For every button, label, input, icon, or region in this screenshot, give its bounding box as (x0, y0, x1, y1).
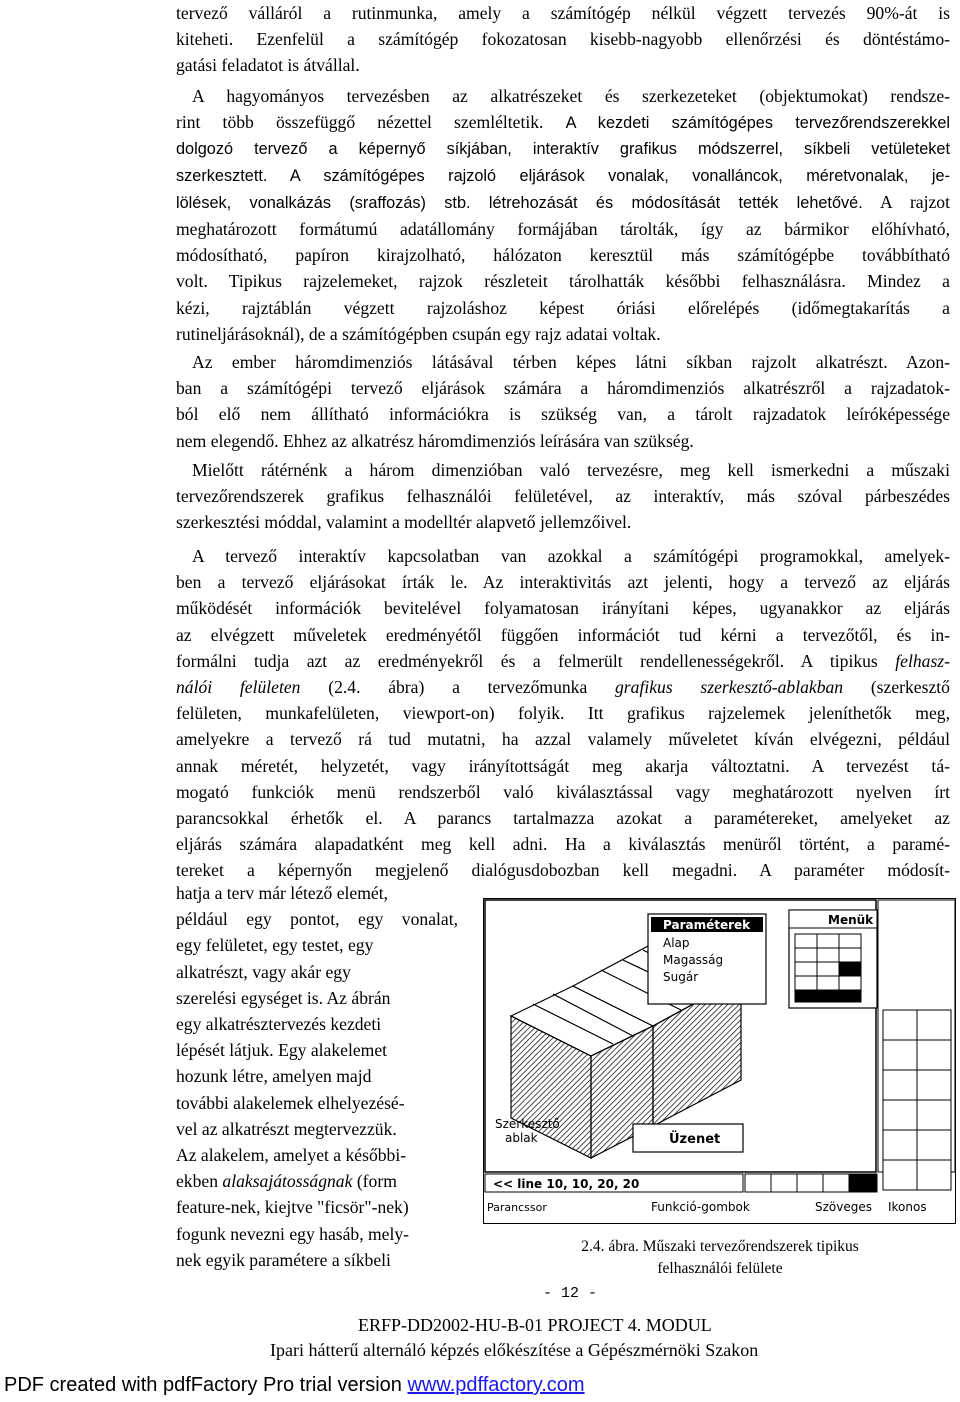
text-line (176, 648, 950, 674)
text-line: annak méretét, helyzetét, vagy irányítottságát meg akarja változtatni. A tervezést tá- (176, 755, 950, 776)
text-line: ban a számítógépi tervező eljárások számára a háromdimenziós alkatrészről a rajzadatok- (176, 378, 950, 399)
text-line: szerkesztett. A számítógépes rajzoló eljárások vonalak, vonalláncok, méretvonalak, je- (176, 166, 950, 185)
text-line: Az ember háromdimenziós látásával térben képes látni síkban rajzolt alkatrészt. Azon- (192, 352, 950, 372)
text-span: (2.4. ábra) a tervezőmunka (328, 677, 588, 698)
text-line: az elvégzett műveletek eredményétől függően információt tud kérni a tervezőtől, és in- (176, 624, 950, 645)
text-line: Mielőtt rátérnénk a három dimenzióban való tervezésre, meg kell ismerkedni a műszaki (192, 460, 950, 480)
text-line: mogató funkciók menü rendszerből való kiválasztással vagy meghatározott nyelven írt (176, 781, 950, 802)
text-line: ból elő nem állítható információkra is szükség van, a tárolt rajzadatok leíróképessége (176, 404, 950, 425)
text-line: tervezőrendszerek grafikus felhasználói felületével, az interaktív, más szóval párbeszédes (176, 486, 950, 507)
function-keys (745, 1174, 877, 1192)
text-span-italic: nálói felületen (176, 677, 301, 698)
text-line: például egy pontot, egy vonalat, (176, 909, 458, 930)
param-sugar[interactable]: Sugár (663, 970, 699, 984)
text-span: rint több összefüggő nézettel szemléltetik. (176, 112, 544, 133)
text-line: eljárás számára alapadatként meg kell adni. Ha a kiválasztás menüről történt, a paramé- (176, 834, 950, 855)
text-line: ben a tervező eljárásokat írták le. Az interaktivitás azt jelenti, hogy a tervező az eljárás (176, 572, 950, 593)
text-span: formálni tudja azt az eredményekről és a felmerült rendellenességekről. A tipikus (176, 650, 878, 671)
text-line: szerkesztési móddal, valamint a modelltér alapvető jellemzőivel. (176, 512, 632, 533)
text-line: rutineljárásoknál), de a számítógépben csupán egy rajz adatai voltak. (176, 323, 661, 344)
pdf-created-text: PDF created with pdfFactory Pro trial version (4, 1374, 408, 1396)
text-line: A tervező interaktív kapcsolatban van azokkal a számítógépi programokkal, amelyek- (192, 546, 950, 566)
page-number: - 12 - (542, 1285, 597, 1302)
ui-figure (483, 898, 957, 1224)
text-span-italic: grafikus szerkesztő-ablakban (615, 677, 844, 698)
text-line: nem elegendő. Ehhez az alkatrész háromdimenziós leírására van szükség. (176, 430, 694, 451)
figure-caption (520, 1236, 920, 1280)
menu-window (789, 910, 877, 1008)
paragraph-2 (176, 83, 950, 347)
command-line-text[interactable]: << line 10, 10, 20, 20 (493, 1177, 640, 1191)
param-magassag[interactable]: Magasság (663, 953, 724, 967)
text-line: dolgozó tervező a képernyő síkjában, interaktív grafikus módszerrel, síkbeli vetületeket (176, 140, 950, 159)
text-span-italic: alaksajátosságnak (222, 1171, 353, 1192)
text-span: (szerkesztő (870, 677, 950, 698)
text-line: parancsokkal érhetők el. A parancs tartalmazza azokat a paramétereket, amelyeket az (176, 808, 950, 829)
text-span-sans: A kezdeti számítógépes tervezőrendszerekkel (565, 114, 950, 133)
text-line: nek egyik paramétere a síkbeli (176, 1249, 391, 1270)
text-span-italic: felhasz- (895, 650, 950, 671)
menu-title: Menük (828, 913, 874, 927)
text-line (176, 1168, 472, 1194)
text-line: Az alakelem, amelyet a későbbi- (176, 1145, 407, 1166)
param-alap[interactable]: Alap (663, 936, 690, 950)
paragraph-3 (176, 349, 950, 454)
text-span: (form (356, 1171, 397, 1192)
text-line: feature-nek, kiejtve "ficsör"-nek) (176, 1197, 409, 1218)
text-line (176, 189, 950, 216)
text-line: tervező válláról a rutinmunka, amely a számítógép nélkül végzett tervezés 90%-át is (176, 3, 950, 23)
text-line: fogunk nevezni egy hasáb, mely- (176, 1223, 410, 1244)
text-line: A hagyományos tervezésben az alkatrészeket és szerkezeteket (objektumokat) rendsze- (192, 86, 950, 106)
pdffactory-link[interactable]: www.pdffactory.com (407, 1374, 585, 1396)
text-line: további alakelemek elhelyezésé- (176, 1092, 405, 1113)
message-label: Üzenet (669, 1132, 721, 1147)
viewport-label-2: ablak (505, 1131, 538, 1145)
footer-project-line: ERFP-DD2002-HU-B-01 PROJECT 4. MODUL (358, 1315, 712, 1335)
caption-line-2: felhasználói felülete (657, 1260, 783, 1277)
menu-grid (795, 934, 861, 1002)
viewport-label-1: Szerkesztő (495, 1117, 560, 1131)
footer-course-line: Ipari hátterű alternáló képzés előkészítése a Gépészmérnöki Szakon (270, 1340, 759, 1360)
text-line: kézi, rajztáblán végzett rajzoláshoz képest óriási előrelépés (időmegtakarítás a (176, 297, 950, 318)
text-line: tereket a képernyőn megjelenő dialógusdobozban kell megadni. A paraméter módosít- (176, 860, 950, 881)
text-line: működését információk bevitelével folyamatosan irányítani képes, ugyanakkor az eljárás (176, 598, 950, 619)
icon-column (883, 1010, 951, 1190)
parameters-dialog (648, 914, 766, 1004)
paragraph-1 (176, 0, 950, 79)
text-line: hatja a terv már létező elemét, (176, 883, 388, 903)
text-line: meghatározott formátumú adatállomány formájában tárolták, így az bármikor előhívható, (176, 219, 950, 240)
label-szoveges: Szöveges (815, 1200, 872, 1214)
text-line: felületen, munkafelületen, viewport-on) folyik. Itt grafikus rajzelemek jeleníthetők meg, (176, 703, 950, 724)
pdf-watermark-line (4, 1374, 585, 1397)
text-line: kiteheti. Ezenfelül a számítógép fokozatosan kisebb-nagyobb ellenőrzési és döntéstámo- (176, 29, 950, 50)
caption-line-1: 2.4. ábra. Műszaki tervezőrendszerek tipikus (581, 1238, 859, 1255)
text-line (176, 109, 950, 136)
label-ikonos: Ikonos (888, 1200, 927, 1214)
text-line (176, 674, 950, 700)
text-line: vel az alkatrészt megtervezzük. (176, 1118, 397, 1139)
text-line: amelyekre a tervező rá tud mutatni, ha azzal valamely műveletet kíván elvégezni, például (176, 729, 950, 750)
text-line: alkatrészt, vagy akár egy (176, 961, 351, 982)
text-span: ekben (176, 1171, 219, 1192)
paragraph-4 (176, 457, 950, 536)
parameters-title: Paraméterek (663, 918, 751, 932)
text-line: gatási feladatot is átvállal. (176, 55, 360, 76)
text-line: szerelési egységet is. Az ábrán (176, 987, 391, 1008)
text-line: hozunk létre, amelyen majd (176, 1066, 372, 1087)
text-line: egy alkatrésztervezés kezdeti (176, 1014, 382, 1035)
label-parancssor: Parancssor (487, 1201, 547, 1214)
text-span: A rajzot (879, 191, 950, 212)
text-line: volt. Tipikus rajzelemeket, rajzok részleteit tárolhatták későbbi felhasználásra. Mindez a (176, 271, 950, 292)
paragraph-5 (176, 543, 950, 884)
text-line: módosítható, papíron kirajzolható, hálózaton keresztül más számítógépbe továbbítható (176, 245, 950, 266)
text-line: egy felületet, egy testet, egy (176, 935, 374, 956)
text-span-sans: lölések, vonalkázás (sraffozás) stb. létrehozását és módosítását tették lehetővé. (176, 193, 863, 212)
label-funkcio: Funkció-gombok (651, 1200, 750, 1214)
left-column-text (176, 880, 472, 1273)
text-line: lépését látjuk. Egy alakelemet (176, 1040, 388, 1061)
